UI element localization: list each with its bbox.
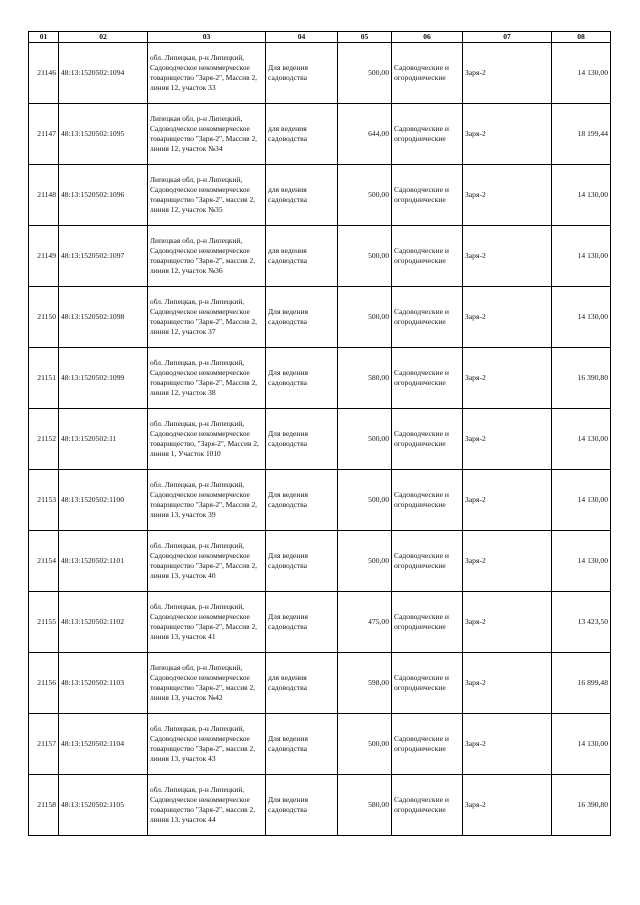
row-id: 21153 [29,469,59,530]
land-category-cell: Садоводческие и огороднические [392,469,463,530]
land-category-cell: Садоводческие и огороднические [392,164,463,225]
address-cell: Липецкая обл, р-н Липецкий, Садоводческое некоммерческое товарищество "Заря-2", массив 2, линия 12, участок №36 [148,225,266,286]
land-category-cell: Садоводческие и огороднические [392,713,463,774]
column-header-06: 06 [392,32,463,43]
settlement-cell: Заря-2 [463,225,552,286]
address-cell: обл. Липецкая, р-н Липецкий, Садоводческое некоммерческое товарищество "Заря-2", массив 2, линия 13, участок 43 [148,713,266,774]
address-cell: Липецкая обл, р-н Липецкий, Садоводческое некоммерческое товарищество "Заря-2", массив 2, линия 13, участок №42 [148,652,266,713]
land-category-cell: Садоводческие и огороднические [392,774,463,835]
row-id: 21149 [29,225,59,286]
table-row [29,347,611,408]
land-category-cell: Садоводческие и огороднические [392,103,463,164]
address-cell: Липецкая обл, р-н Липецкий, Садоводческое некоммерческое товарищество "Заря-2", массив 2, линия 12, участок №35 [148,164,266,225]
cadastral-value-cell: 14 130,00 [552,469,611,530]
settlement-cell: Заря-2 [463,652,552,713]
permitted-use-cell: Для ведения садоводства [266,713,338,774]
column-header-04: 04 [266,32,338,43]
settlement-cell: Заря-2 [463,347,552,408]
address-cell: обл. Липецкая, р-н Липецкий, Садоводческое некоммерческое товарищество "Заря-2", Массив 2, линия 12, участок 38 [148,347,266,408]
permitted-use-cell: Для ведения садоводства [266,591,338,652]
area-cell: 580,00 [338,774,392,835]
row-id: 21151 [29,347,59,408]
settlement-cell: Заря-2 [463,164,552,225]
permitted-use-cell: Для ведения садоводства [266,42,338,103]
cadastral-value-cell: 14 130,00 [552,286,611,347]
settlement-cell: Заря-2 [463,408,552,469]
column-header-07: 07 [463,32,552,43]
area-cell: 500,00 [338,469,392,530]
cadastral-value-cell: 16 390,80 [552,347,611,408]
address-cell: обл. Липецкая, р-н Липецкий, Садоводческое некоммерческое товарищество, "Заря-2", Массив 2, линия 1, Участок 1010 [148,408,266,469]
land-category-cell: Садоводческие и огороднические [392,42,463,103]
row-id: 21154 [29,530,59,591]
cadastral-number: 48:13:1520502:1099 [59,347,148,408]
area-cell: 500,00 [338,530,392,591]
settlement-cell: Заря-2 [463,103,552,164]
land-category-cell: Садоводческие и огороднические [392,652,463,713]
area-cell: 500,00 [338,408,392,469]
permitted-use-cell: для ведения садоводства [266,164,338,225]
cadastral-number: 48:13:1520502:1094 [59,42,148,103]
table-row [29,713,611,774]
cadastral-value-cell: 14 130,00 [552,225,611,286]
row-id: 21147 [29,103,59,164]
header-row [29,32,611,43]
land-category-cell: Садоводческие и огороднические [392,347,463,408]
cadastral-value-cell: 14 130,00 [552,530,611,591]
row-id: 21150 [29,286,59,347]
cadastral-value-cell: 14 130,00 [552,713,611,774]
address-cell: обл. Липецкая, р-н Липецкий, Садоводческое некоммерческое товарищество "Заря-2", массив 2, линия 13, участок 44 [148,774,266,835]
address-cell: обл. Липецкая, р-н Липецкий, Садоводческое некоммерческое товарищество "Заря-2", Массив 2, линия 12, участок 37 [148,286,266,347]
permitted-use-cell: для ведения садоводства [266,103,338,164]
area-cell: 475,00 [338,591,392,652]
permitted-use-cell: для ведения садоводства [266,652,338,713]
cadastral-value-table [28,31,611,836]
cadastral-value-cell: 16 899,48 [552,652,611,713]
cadastral-value-cell: 13 423,50 [552,591,611,652]
row-id: 21158 [29,774,59,835]
row-id: 21157 [29,713,59,774]
cadastral-value-cell: 16 390,80 [552,774,611,835]
permitted-use-cell: Для ведения садоводства [266,774,338,835]
column-header-02: 02 [59,32,148,43]
table-row [29,652,611,713]
settlement-cell: Заря-2 [463,286,552,347]
settlement-cell: Заря-2 [463,530,552,591]
table-row [29,164,611,225]
cadastral-value-cell: 18 199,44 [552,103,611,164]
permitted-use-cell: Для ведения садоводства [266,530,338,591]
cadastral-number: 48:13:1520502:1103 [59,652,148,713]
address-cell: обл. Липецкая, р-н Липецкий, Садоводческое некоммерческое товарищество "Заря-2", Массив 2, линия 13, участок 40 [148,530,266,591]
settlement-cell: Заря-2 [463,591,552,652]
settlement-cell: Заря-2 [463,713,552,774]
land-category-cell: Садоводческие и огороднические [392,408,463,469]
table-row [29,530,611,591]
address-cell: обл. Липецкая, р-н Липецкий, Садоводческое некоммерческое товарищество "Заря-2", Массив 2, линия 12, участок 33 [148,42,266,103]
address-cell: Липецкая обл, р-н Липецкий, Садоводческое некоммерческое товарищество "Заря-2", Массив 2, линия 12, участок №34 [148,103,266,164]
table-row [29,225,611,286]
area-cell: 500,00 [338,713,392,774]
cadastral-value-cell: 14 130,00 [552,408,611,469]
row-id: 21155 [29,591,59,652]
table-row [29,408,611,469]
area-cell: 580,00 [338,347,392,408]
table-row [29,469,611,530]
cadastral-number: 48:13:1520502:1095 [59,103,148,164]
table-row [29,774,611,835]
column-header-05: 05 [338,32,392,43]
area-cell: 500,00 [338,225,392,286]
table-row [29,42,611,103]
cadastral-number: 48:13:1520502:1100 [59,469,148,530]
row-id: 21148 [29,164,59,225]
cadastral-number: 48:13:1520502:1097 [59,225,148,286]
cadastral-number: 48:13:1520502:1096 [59,164,148,225]
area-cell: 500,00 [338,164,392,225]
column-header-01: 01 [29,32,59,43]
area-cell: 500,00 [338,286,392,347]
row-id: 21146 [29,42,59,103]
cadastral-value-cell: 14 130,00 [552,164,611,225]
cadastral-number: 48:13:1520502:1101 [59,530,148,591]
area-cell: 598,00 [338,652,392,713]
row-id: 21156 [29,652,59,713]
permitted-use-cell: Для ведения садоводства [266,286,338,347]
area-cell: 500,00 [338,42,392,103]
cadastral-number: 48:13:1520502:1105 [59,774,148,835]
land-category-cell: Садоводческие и огороднические [392,591,463,652]
area-cell: 644,00 [338,103,392,164]
table-row [29,591,611,652]
table-row [29,103,611,164]
address-cell: обл. Липецкая, р-н Липецкий, Садоводческое некоммерческое товарищество "Заря-2", Массив 2, линия 13, участок 39 [148,469,266,530]
permitted-use-cell: Для ведения садоводства [266,408,338,469]
cadastral-number: 48:13:1520502:1102 [59,591,148,652]
column-header-03: 03 [148,32,266,43]
permitted-use-cell: для ведения садоводства [266,225,338,286]
permitted-use-cell: Для ведения садоводства [266,347,338,408]
land-category-cell: Садоводческие и огороднические [392,286,463,347]
cadastral-number: 48:13:1520502:1098 [59,286,148,347]
permitted-use-cell: Для ведения садоводства [266,469,338,530]
cadastral-value-cell: 14 130,00 [552,42,611,103]
table-row [29,286,611,347]
cadastral-number: 48:13:1520502:1104 [59,713,148,774]
address-cell: обл. Липецкая, р-н Липецкий, Садоводческое некоммерческое товарищество "Заря-2", Массив 2, линия 13, участок 41 [148,591,266,652]
settlement-cell: Заря-2 [463,469,552,530]
row-id: 21152 [29,408,59,469]
settlement-cell: Заря-2 [463,42,552,103]
land-category-cell: Садоводческие и огороднические [392,530,463,591]
settlement-cell: Заря-2 [463,774,552,835]
column-header-08: 08 [552,32,611,43]
cadastral-number: 48:13:1520502:11 [59,408,148,469]
land-category-cell: Садоводческие и огороднические [392,225,463,286]
